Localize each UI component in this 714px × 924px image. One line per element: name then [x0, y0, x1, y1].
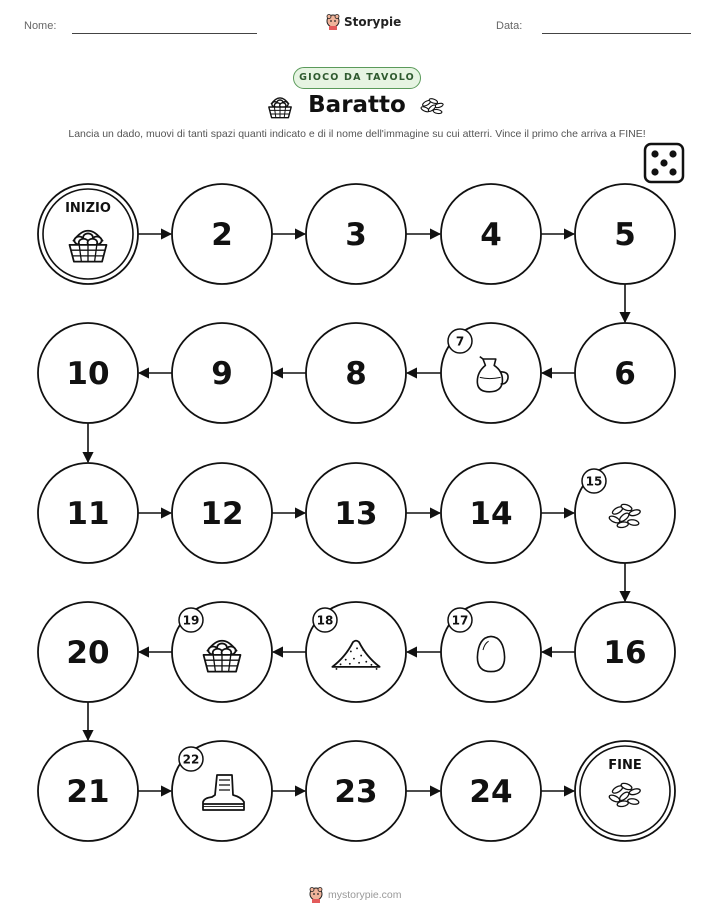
space-number: 10 — [66, 356, 110, 392]
space-number: 9 — [211, 356, 233, 392]
game-type-badge: GIOCO DA TAVOLO — [293, 67, 421, 89]
board-space-16 — [575, 602, 675, 702]
space-number: 11 — [66, 496, 110, 532]
board-space-20 — [38, 602, 138, 702]
space-number: 5 — [614, 217, 636, 253]
footer-url[interactable]: mystorypie.com — [328, 889, 402, 901]
space-number: 8 — [345, 356, 367, 392]
space-number-label: 17 — [451, 613, 469, 628]
board-space-1 — [38, 184, 138, 284]
board-space-2 — [172, 184, 272, 284]
board-space-24 — [441, 741, 541, 841]
board-space-8 — [306, 323, 406, 423]
board-space-4 — [441, 184, 541, 284]
space-number: 12 — [200, 496, 244, 532]
board-space-22 — [172, 741, 272, 841]
instructions-text: Lancia un dado, muovi di tanti spazi quanti indicato e di il nome dell'immagine su cui atterri. Vince il primo che arriva a FINE! — [68, 128, 646, 140]
board-space-10 — [38, 323, 138, 423]
space-number-label: 18 — [316, 613, 334, 628]
footer-mascot-icon — [309, 887, 323, 903]
space-number: 4 — [480, 217, 502, 253]
date-label: Data: — [496, 20, 523, 32]
space-number-label: 19 — [182, 613, 200, 628]
board-space-25 — [575, 741, 675, 841]
board-space-11 — [38, 463, 138, 563]
space-number: 3 — [345, 217, 367, 253]
space-number: 23 — [334, 774, 378, 810]
board-space-12 — [172, 463, 272, 563]
board-space-13 — [306, 463, 406, 563]
start-label: INIZIO — [65, 201, 111, 216]
board-space-15 — [575, 463, 675, 563]
space-number-label: 22 — [182, 752, 200, 767]
space-number: 2 — [211, 217, 233, 253]
space-number: 13 — [334, 496, 378, 532]
space-number: 16 — [603, 635, 647, 671]
board-space-17 — [441, 602, 541, 702]
space-number-label: 7 — [455, 334, 465, 349]
board-space-18 — [306, 602, 406, 702]
name-label: Nome: — [24, 20, 57, 32]
board-space-3 — [306, 184, 406, 284]
space-number-label: 15 — [585, 474, 603, 489]
board-space-6 — [575, 323, 675, 423]
board-space-7 — [441, 323, 541, 423]
board-space-5 — [575, 184, 675, 284]
egg-icon — [477, 636, 504, 671]
finish-label: FINE — [608, 758, 642, 773]
space-number: 21 — [66, 774, 110, 810]
brand-name: Storypie — [344, 15, 402, 29]
space-number: 20 — [66, 635, 110, 671]
board-space-19 — [172, 602, 272, 702]
footer — [309, 887, 402, 903]
page-title: Baratto — [308, 92, 406, 118]
board-space-21 — [38, 741, 138, 841]
board-space-14 — [441, 463, 541, 563]
board-space-23 — [306, 741, 406, 841]
space-number: 24 — [469, 774, 513, 810]
board-space-9 — [172, 323, 272, 423]
space-number: 6 — [614, 356, 636, 392]
space-number: 14 — [469, 496, 513, 532]
